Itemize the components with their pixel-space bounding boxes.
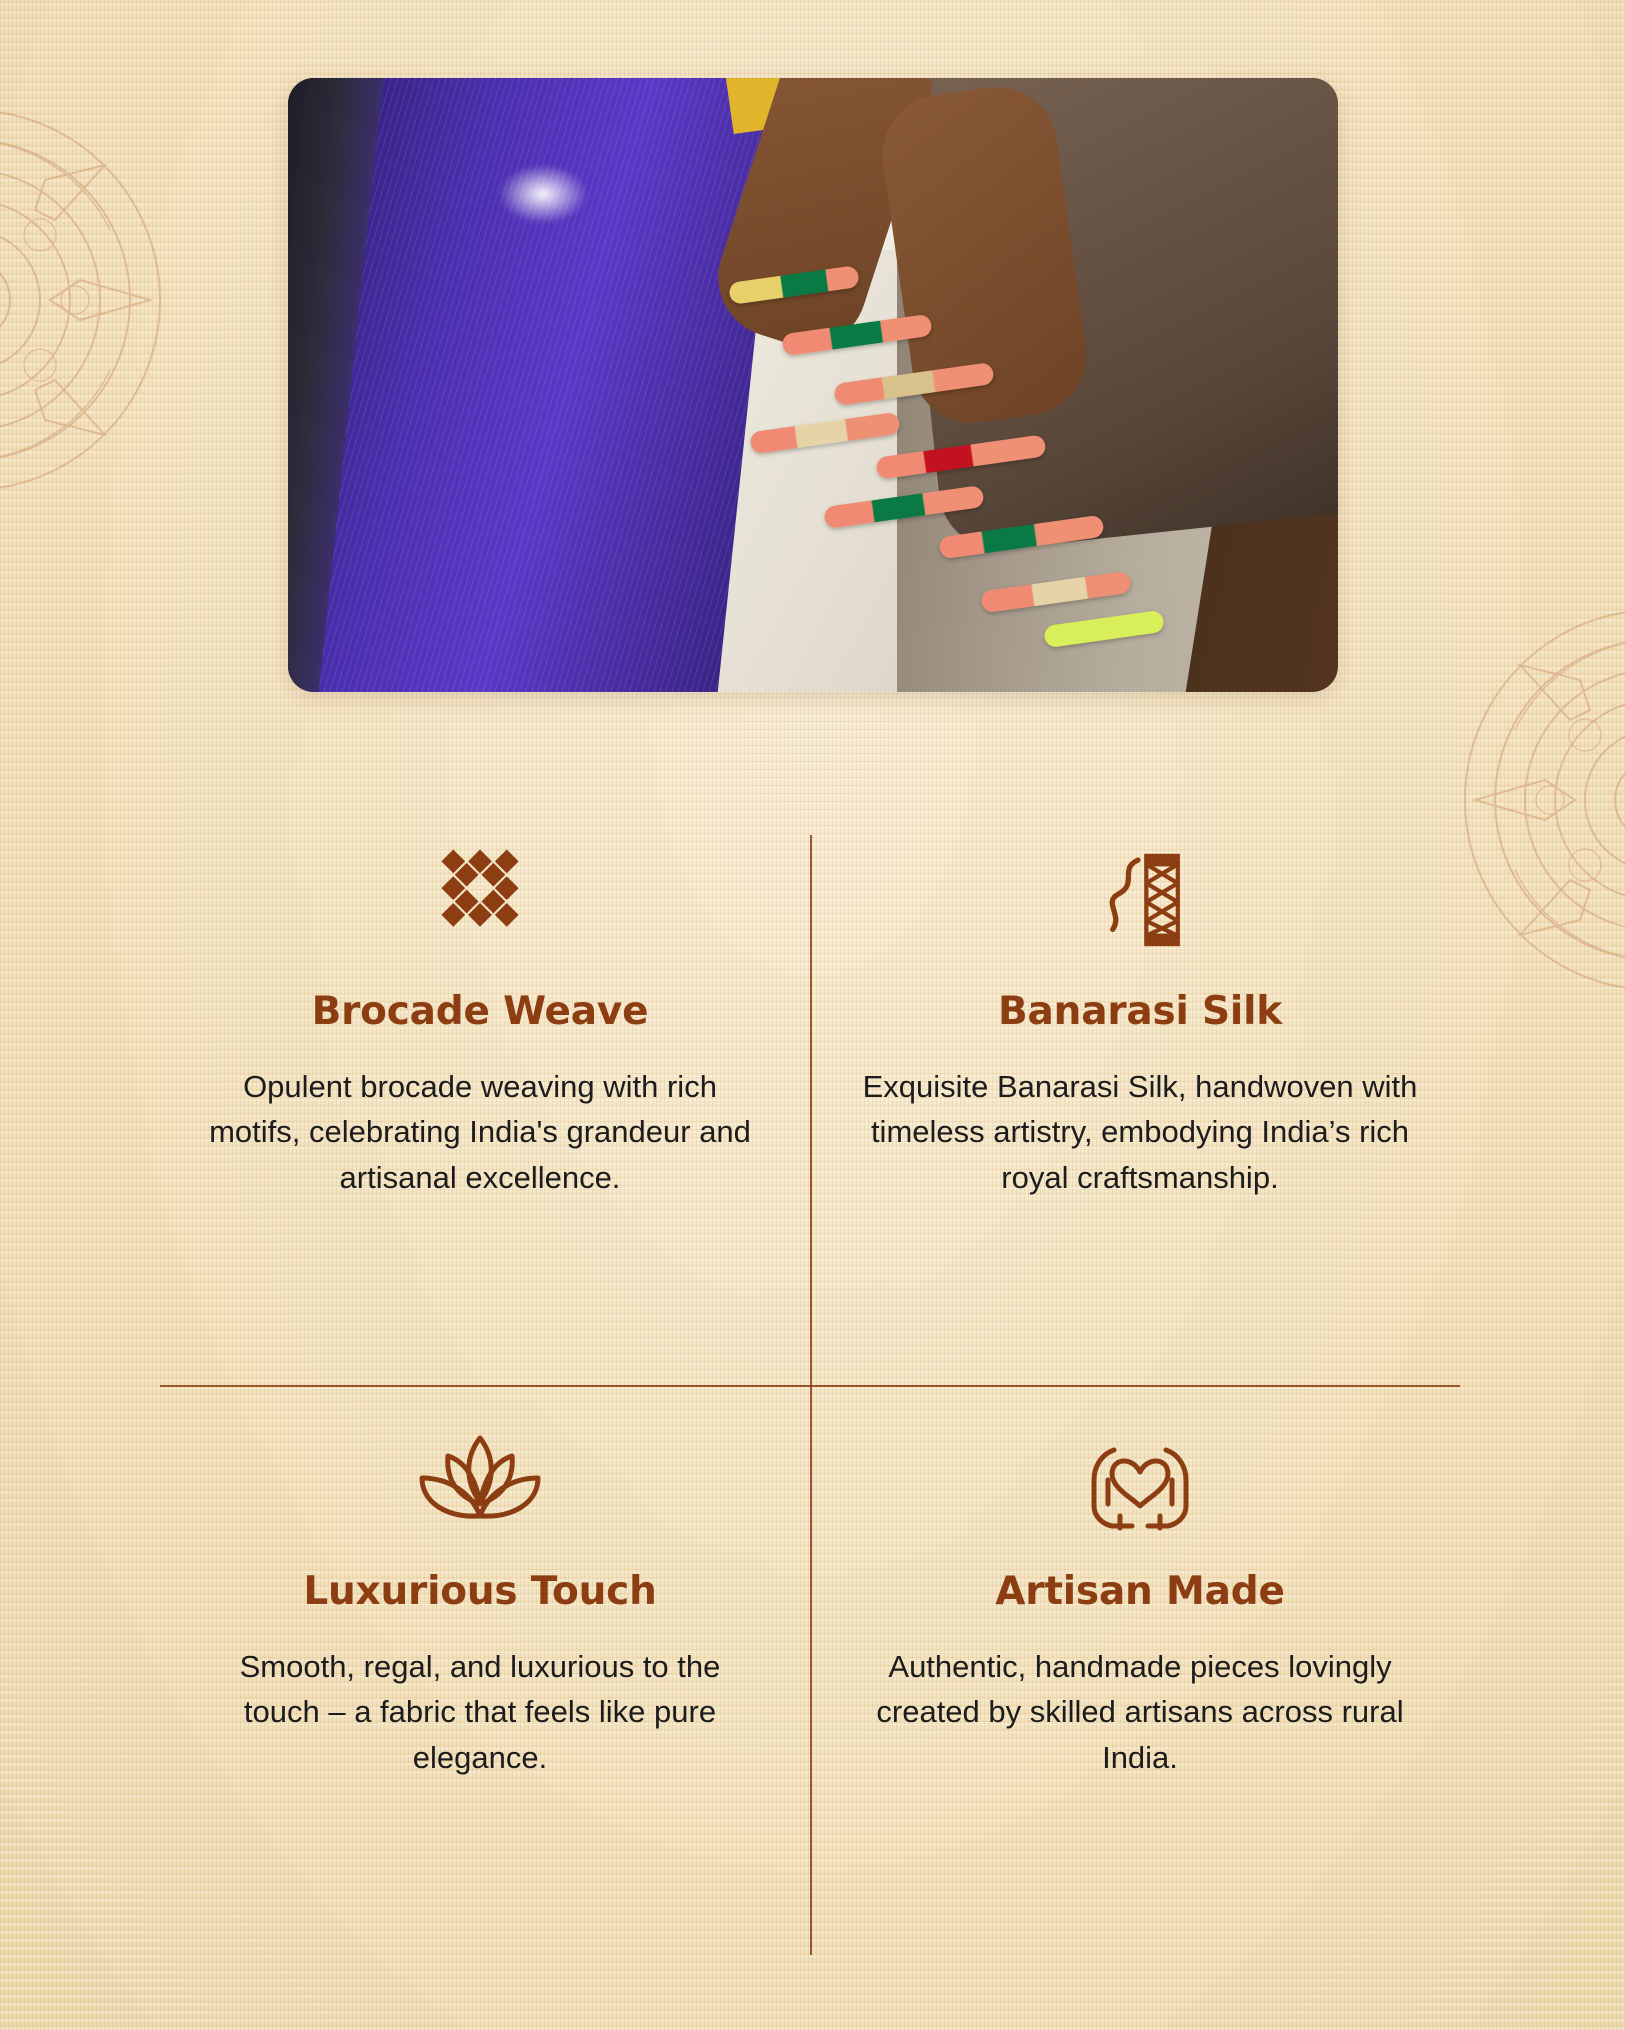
- feature-card-banarasi-silk: [840, 825, 1440, 1200]
- feature-title: Artisan Made: [995, 1569, 1285, 1614]
- feature-description: Opulent brocade weaving with rich motifs, celebrating India's grandeur and artisanal excellence.: [209, 1069, 751, 1195]
- feature-description: Smooth, regal, and luxurious to the touch – a fabric that feels like pure elegance.: [239, 1649, 721, 1775]
- loom-highlight: [498, 164, 588, 224]
- hands-heart-icon: [840, 1405, 1440, 1555]
- brocade-weave-icon: [180, 825, 780, 975]
- feature-description: Authentic, handmade pieces lovingly created by skilled artisans across rural India.: [876, 1649, 1404, 1775]
- feature-title: Banarasi Silk: [998, 989, 1282, 1034]
- feature-card-brocade-weave: [180, 825, 780, 1200]
- grid-horizontal-divider: [160, 1385, 1460, 1387]
- feature-card-luxurious-touch: [180, 1405, 780, 1780]
- thread-spool-icon: [840, 825, 1440, 975]
- feature-title: Brocade Weave: [311, 989, 649, 1034]
- hero-photo-canvas: [288, 78, 1338, 692]
- lotus-icon: [180, 1405, 780, 1555]
- hero-image: [288, 78, 1338, 692]
- feature-card-artisan-made: [840, 1405, 1440, 1780]
- feature-title: Luxurious Touch: [303, 1569, 657, 1614]
- feature-description: Exquisite Banarasi Silk, handwoven with timeless artistry, embodying India’s rich royal craftsmanship.: [862, 1069, 1418, 1195]
- feature-grid: [160, 815, 1460, 1975]
- grid-vertical-divider: [810, 835, 812, 1955]
